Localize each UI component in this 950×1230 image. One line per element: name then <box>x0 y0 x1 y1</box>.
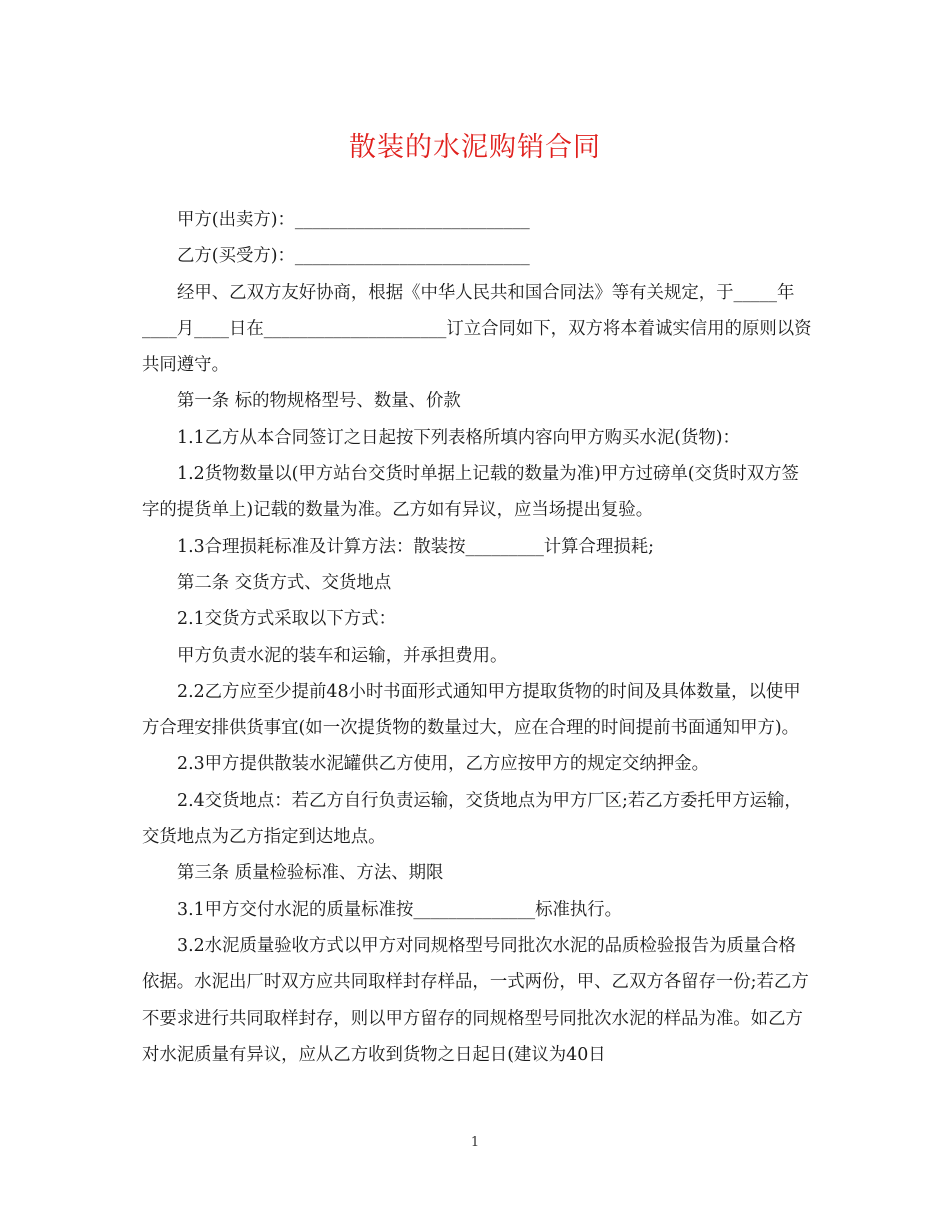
paragraph-clause-1-2: 1.2货物数量以(甲方站台交货时单据上记载的数量为准)甲方过磅单(交货时双方签字的提货单上)记载的数量为准。乙方如有异议，应当场提出复验。 <box>142 464 799 521</box>
paragraph-preamble: 经甲、乙双方友好协商，根据《中华人民共和国合同法》等有关规定，于_____年____月____日在_____________________订立合同如下，双方将本着诚实信用的原则以资共同遵守。 <box>142 282 812 376</box>
heading-article-2: 第二条 交货方式、交货地点 <box>177 572 392 593</box>
paragraph-clause-1-1: 1.1乙方从本合同签订之日起按下列表格所填内容向甲方购买水泥(货物)： <box>177 427 740 448</box>
document-body <box>142 202 812 1073</box>
paragraph-delivery-method: 甲方负责水泥的装车和运输，并承担费用。 <box>177 645 508 666</box>
paragraph-party-a: 甲方(出卖方)：___________________________ <box>177 210 530 230</box>
paragraph-party-b: 乙方(买受方)：___________________________ <box>177 246 530 267</box>
paragraph-clause-2-3: 2.3甲方提供散装水泥罐供乙方使用，乙方应按甲方的规定交纳押金。 <box>177 754 709 775</box>
document-title: 散装的水泥购销合同 <box>349 132 601 163</box>
heading-article-1: 第一条 标的物规格型号、数量、价款 <box>177 391 461 412</box>
paragraph-clause-2-4: 2.4交货地点：若乙方自行负责运输，交货地点为甲方厂区;若乙方委托甲方运输，交货地点为乙方指定到达地点。 <box>142 790 802 848</box>
page-number: 1 <box>470 1135 480 1150</box>
paragraph-clause-3-2: 3.2水泥质量验收方式以甲方对同规格型号同批次水泥的品质检验报告为质量合格依据。水泥出厂时双方应共同取样封存样品，一式两份，甲、乙双方各留存一份;若乙方不要求进行共同取样封存，则以甲方留存的同规格型号同批次水泥的样品为准。如乙方对水泥质量有异议，应从乙方收到货物之日起日(建议为40日 <box>142 935 809 1065</box>
paragraph-clause-2-1: 2.1交货方式采取以下方式： <box>177 609 396 630</box>
paragraph-clause-1-3: 1.3合理损耗标准及计算方法：散装按_________计算合理损耗; <box>177 536 654 557</box>
paragraph-clause-2-2: 2.2乙方应至少提前48小时书面形式通知甲方提取货物的时间及具体数量，以使甲方合理安排供货事宜(如一次提货物的数量过大，应在合理的时间提前书面通知甲方)。 <box>142 681 801 739</box>
paragraph-clause-3-1: 3.1甲方交付水泥的质量标准按______________标准执行。 <box>177 899 623 920</box>
heading-article-3: 第三条 质量检验标准、方法、期限 <box>177 863 444 884</box>
